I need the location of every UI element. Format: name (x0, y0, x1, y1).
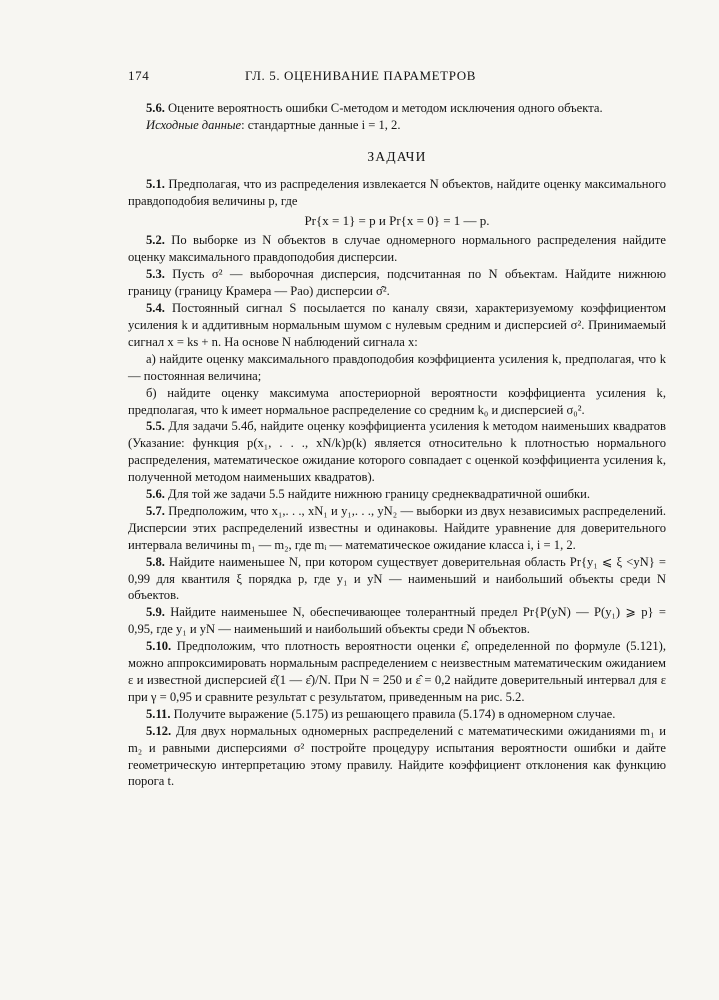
problem-5-5 (128, 418, 666, 486)
problem-number: 5.4. (146, 301, 165, 316)
problem-text: Найдите наименьшее N, обеспечивающее толерантный предел Pr{P(yN) — P(y₁) ⩾ p} = 0,95, где y₁ и yN — наименьший и наибольший объекты среди N объектов. (128, 605, 667, 637)
data-label: Исходные данные (146, 117, 242, 132)
problem-text: Для двух нормальных одномерных распределений с математическими ожиданиями m₁ и m₂ и равными дисперсиями σ² постройте процедуру испытания вероятности ошибки и дайте геометрическую интерпретацию этому правилу. Найдите коэффициент отклонения как функцию порога t. (128, 723, 666, 789)
problem-text: Постоянный сигнал S посылается по каналу связи, характеризуемому коэффициентом усиления k и аддитивным нормальным шумом с нулевым средним и дисперсией σ². Принимаемый сигнал x = ks + n. На основе N наблюдений сигнала x: (128, 301, 666, 349)
section-title: ЗАДАЧИ (367, 148, 427, 164)
exercise-5-6 (128, 100, 666, 117)
problem-number: 5.12. (146, 723, 172, 738)
problem-5-10 (128, 638, 666, 706)
problem-5-9 (128, 604, 666, 638)
problem-number: 5.8. (146, 554, 165, 569)
exercise-number: 5.6. (146, 101, 165, 115)
data-text: : стандартные данные i = 1, 2. (241, 117, 401, 132)
page-body (128, 100, 666, 790)
problem-text: Предполагая, что из распределения извлекается N объектов, найдите оценку максимального правдоподобия величины p, где (128, 176, 666, 208)
problem-5-3 (128, 266, 666, 300)
formula-5-1: Pr{x = 1} = p и Pr{x = 0} = 1 — p. (304, 212, 490, 228)
problem-number: 5.1. (146, 176, 165, 191)
running-title: ГЛ. 5. ОЦЕНИВАНИЕ ПАРАМЕТРОВ (245, 68, 476, 83)
page-header (0, 68, 719, 86)
problem-number: 5.3. (146, 267, 165, 282)
problem-number: 5.6. (146, 487, 165, 502)
problem-number: 5.2. (146, 233, 165, 248)
problem-5-7 (128, 503, 666, 554)
problem-number: 5.7. (146, 503, 165, 518)
problem-5-4-part-a: а) найдите оценку максимального правдоподобия коэффициента усиления k, предполагая, что k — постоянная величина; (128, 351, 666, 383)
problem-5-11 (128, 706, 666, 723)
exercise-text: Оцените вероятность ошибки C-методом и методом исключения одного объекта. (168, 101, 603, 115)
problem-5-2 (128, 232, 666, 266)
problem-text: По выборке из N объектов в случае одномерного нормального распределения найдите оценку максимального правдоподобия дисперсии. (128, 233, 666, 265)
problem-text: Для задачи 5.4б, найдите оценку коэффициента усиления k методом наименьших квадратов (Указание: функция p(x₁, . . ., xN/k)p(k) является относительно k плотностью нормального распределения, математическое ожидание которого совпадает с оценкой коэффициента усиления k, полученной методом наименьших квадратов). (128, 419, 667, 485)
problem-number: 5.5. (146, 419, 165, 434)
problem-text: Предположим, что x₁,. . ., xN₁ и y₁,. . ., yN₂ — выборки из двух независимых распределений. Дисперсии этих распределений известны и одинаковы. Найдите уравнение для доверительного интервала величины m₁ — m₂, где mᵢ — математическое ожидание класса i, i = 1, 2. (128, 503, 666, 552)
problem-5-4-part-b: б) найдите оценку максимума апостериорной вероятности коэффициента усиления k, предполагая, что k имеет нормальное распределение со средним k₀ и дисперсией σ₀². (128, 385, 666, 417)
problem-text: Найдите наименьшее N, при котором существует доверительная область Pr{y₁ ⩽ ξ <yN} = 0,99 для квантиля ξ порядка p, где y₁ и yN — наименьший и наибольший объекты среди N объектов. (128, 554, 666, 603)
problem-5-6 (128, 486, 666, 503)
problem-5-12 (128, 723, 666, 791)
problem-text: Пусть σ² — выборочная дисперсия, подсчитанная по N объектам. Найдите нижнюю границу (границу Крамера — Рао) дисперсии σ̂². (128, 267, 666, 299)
problem-5-1 (128, 176, 666, 210)
page-number: 174 (128, 68, 150, 83)
problem-number: 5.11. (146, 706, 171, 721)
problem-number: 5.10. (146, 639, 172, 654)
exercise-5-6-data (128, 117, 666, 134)
problem-5-4 (128, 300, 666, 351)
problem-number: 5.9. (146, 605, 165, 620)
problem-text: Получите выражение (5.175) из решающего правила (5.174) в одномерном случае. (173, 706, 616, 721)
problem-text: Для той же задачи 5.5 найдите нижнюю границу среднеквадратичной ошибки. (168, 487, 591, 502)
problem-text: Предположим, что плотность вероятности оценки ε̂, определенной по формуле (5.121), можно аппроксимировать нормальным распределением с неизвестным математическим ожиданием ε и известной дисперсией ε̂(1 — ε̂)/N. При N = 250 и ε̂ = 0,2 найдите доверительный интервал для ε при γ = 0,95 и сравните результат с результатом, приведенным на рис. 5.2. (128, 639, 666, 704)
problem-5-8 (128, 554, 666, 605)
